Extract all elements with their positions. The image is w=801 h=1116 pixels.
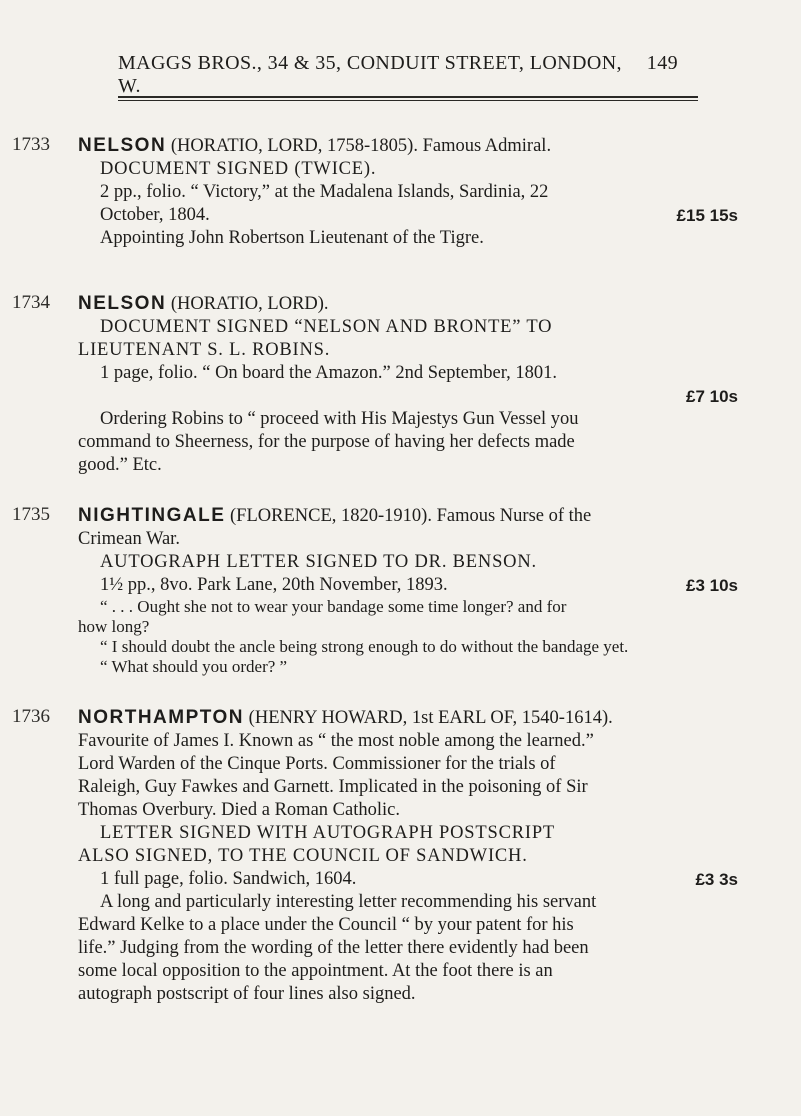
entry-price: £7 10s: [686, 387, 738, 406]
entry-name: NORTHAMPTON: [78, 707, 245, 728]
entry-note: Ordering Robins to “ proceed with His Majestys Gun Vessel you: [100, 409, 579, 429]
entry-description: 1 full page, folio. Sandwich, 1604.: [100, 869, 357, 889]
entry-title: DOCUMENT SIGNED “NELSON AND BRONTE” TO: [100, 317, 553, 337]
entry-note-cont: life.” Judging from the wording of the letter there evidently had been: [78, 938, 589, 958]
lot-number: 1736: [12, 706, 50, 727]
lot-number: 1733: [12, 134, 50, 155]
entry-note: “ . . . Ought she not to wear your bandage some time longer? and for: [100, 597, 567, 616]
entry-price: £15 15s: [676, 206, 738, 225]
entry-note: “ What should you order? ”: [100, 657, 288, 676]
entry-note: Appointing John Robertson Lieutenant of the Tigre.: [100, 228, 484, 248]
entry-heading: (HENRY HOWARD, 1st EARL OF, 1540-1614).: [248, 708, 613, 728]
entry-name: NELSON: [78, 293, 167, 314]
entry-note-cont: command to Sheerness, for the purpose of having her defects made: [78, 432, 575, 452]
entry-title: DOCUMENT SIGNED (TWICE).: [100, 159, 377, 179]
header-rule: [118, 96, 698, 101]
page-number: 149: [646, 52, 678, 74]
entry-description-cont: October, 1804.: [100, 205, 210, 225]
entry-note-cont: some local opposition to the appointment. At the foot there is an: [78, 961, 553, 981]
entry-title: LETTER SIGNED WITH AUTOGRAPH POSTSCRIPT: [100, 823, 556, 843]
entry-title-cont: ALSO SIGNED, TO THE COUNCIL OF SANDWICH.: [78, 846, 528, 866]
entry-note: A long and particularly interesting letter recommending his servant: [100, 892, 597, 912]
entry-body: [78, 292, 778, 477]
entry-biography: Lord Warden of the Cinque Ports. Commissioner for the trials of: [78, 754, 556, 774]
entry-price: £3 10s: [686, 576, 738, 595]
header-title: MAGGS BROS., 34 & 35, CONDUIT STREET, LONDON, W.: [118, 52, 622, 97]
entry-name: NIGHTINGALE: [78, 505, 226, 526]
entry-note-cont: autograph postscript of four lines also signed.: [78, 984, 416, 1004]
running-header: [118, 52, 678, 98]
entry-body: [78, 134, 778, 250]
entry-heading: (HORATIO, LORD, 1758-1805). Famous Admiral.: [170, 136, 552, 156]
entry-description: 1 page, folio. “ On board the Amazon.” 2nd September, 1801.: [100, 363, 558, 383]
entry-note-cont: how long?: [78, 617, 150, 636]
entry-description: 2 pp., folio. “ Victory,” at the Madalena Islands, Sardinia, 22: [100, 182, 549, 202]
lot-number: 1734: [12, 292, 50, 313]
entry-biography: Thomas Overbury. Died a Roman Catholic.: [78, 800, 400, 820]
lot-number: 1735: [12, 504, 50, 525]
entry-note-cont: good.” Etc.: [78, 455, 162, 475]
entry-note-cont: Edward Kelke to a place under the Council “ by your patent for his: [78, 915, 574, 935]
entry-body: [78, 504, 778, 677]
entry-name: NELSON: [78, 135, 167, 156]
entry-heading-cont: Crimean War.: [78, 529, 180, 549]
entry-price: £3 3s: [695, 870, 738, 889]
entry-biography: Raleigh, Guy Fawkes and Garnett. Implicated in the poisoning of Sir: [78, 777, 588, 797]
entry-heading: (FLORENCE, 1820-1910). Famous Nurse of the: [230, 506, 592, 526]
entry-biography: Favourite of James I. Known as “ the most noble among the learned.”: [78, 731, 594, 751]
entry-title-cont: LIEUTENANT S. L. ROBINS.: [78, 340, 331, 360]
entry-title: AUTOGRAPH LETTER SIGNED TO DR. BENSON.: [100, 552, 537, 572]
entry-description: 1½ pp., 8vo. Park Lane, 20th November, 1893.: [100, 575, 448, 595]
entry-body: [78, 706, 778, 1006]
entry-note: “ I should doubt the ancle being strong enough to do without the bandage yet.: [100, 637, 629, 656]
entry-heading: (HORATIO, LORD).: [170, 294, 329, 314]
